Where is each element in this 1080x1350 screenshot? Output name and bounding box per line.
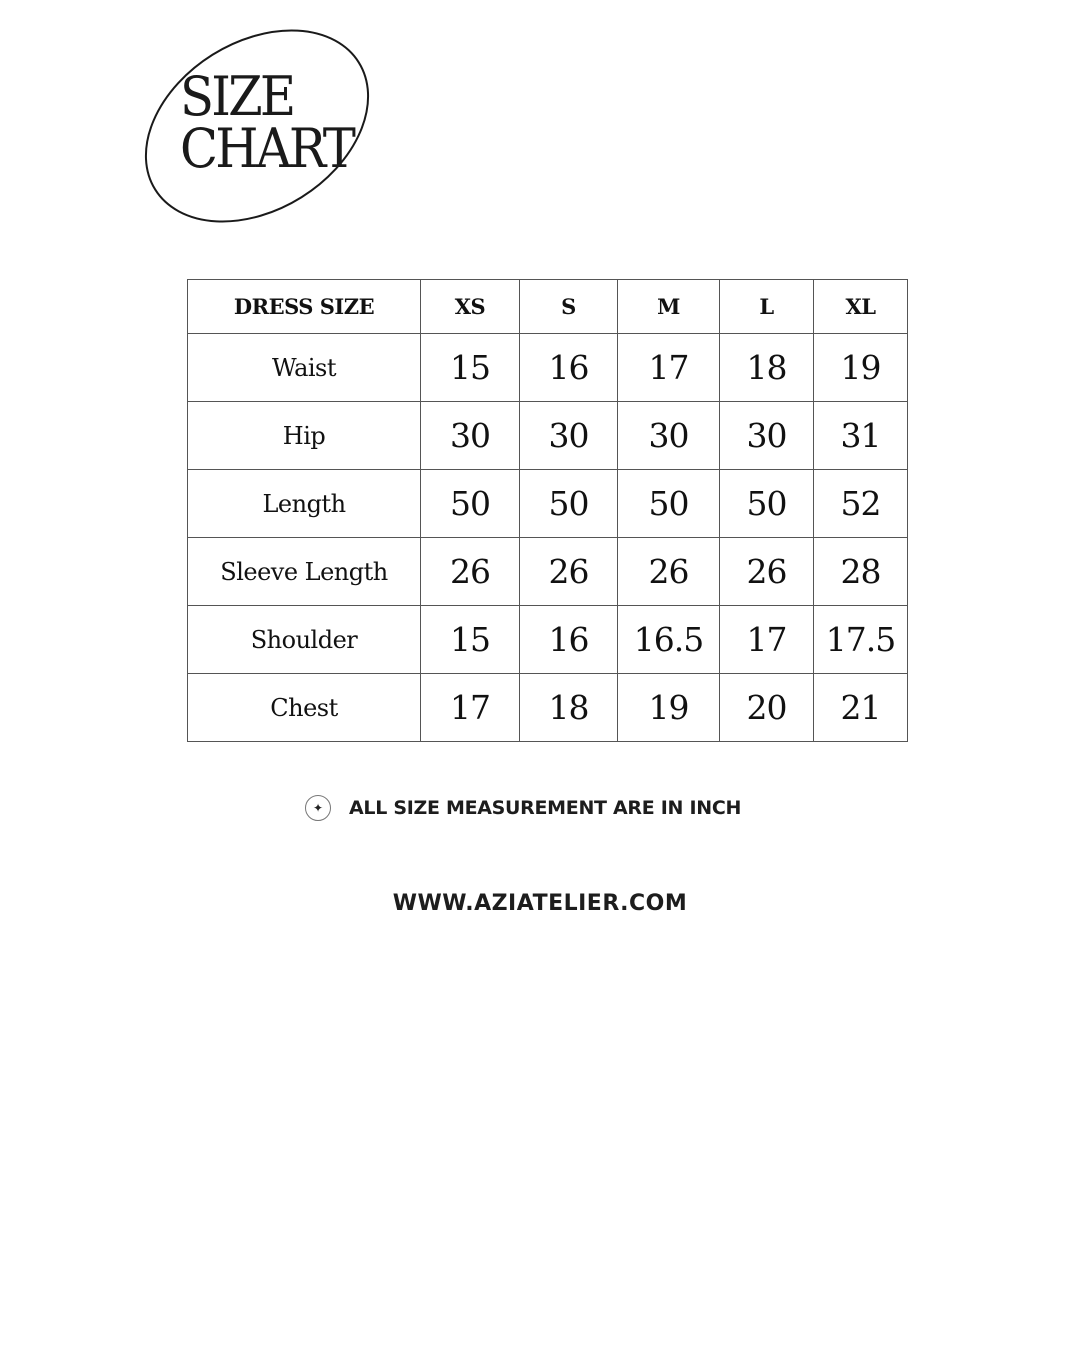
cell-value: 17 [421,674,520,742]
cell-value: 26 [421,538,520,606]
cell-value: 52 [814,470,908,538]
cell-value: 19 [814,334,908,402]
table-row [188,334,908,402]
cell-value: 18 [720,334,814,402]
cell-value: 21 [814,674,908,742]
row-label: Waist [188,334,421,402]
note-text: ALL SIZE MEASUREMENT ARE IN INCH [349,797,742,819]
cell-value: 15 [421,334,520,402]
cell-value: 26 [720,538,814,606]
table-row [188,402,908,470]
cell-value: 30 [520,402,618,470]
header-s: S [520,280,618,334]
cell-value: 19 [618,674,720,742]
cell-value: 31 [814,402,908,470]
cell-value: 26 [618,538,720,606]
measurement-note [305,794,741,822]
logo-title [180,65,354,180]
cell-value: 30 [720,402,814,470]
cell-value: 18 [520,674,618,742]
header-xs: XS [421,280,520,334]
table-row [188,606,908,674]
sparkle-icon: ✦ [305,795,331,821]
website-url: WWW.AZIATELIER.COM [392,891,688,916]
cell-value: 50 [421,470,520,538]
row-label: Hip [188,402,421,470]
logo-line-1: SIZE [180,65,294,128]
table-header-row [188,280,908,334]
cell-value: 30 [421,402,520,470]
cell-value: 50 [618,470,720,538]
table-row [188,470,908,538]
cell-value: 16.5 [618,606,720,674]
cell-value: 26 [520,538,618,606]
cell-value: 15 [421,606,520,674]
logo-line-2: CHART [180,117,354,180]
cell-value: 17 [618,334,720,402]
row-label: Shoulder [188,606,421,674]
cell-value: 28 [814,538,908,606]
size-table [187,279,908,742]
cell-value: 30 [618,402,720,470]
cell-value: 16 [520,606,618,674]
row-label: Sleeve Length [188,538,421,606]
size-chart-logo [140,26,380,230]
cell-value: 50 [520,470,618,538]
cell-value: 20 [720,674,814,742]
row-label: Chest [188,674,421,742]
cell-value: 17 [720,606,814,674]
header-m: M [618,280,720,334]
header-dress-size: DRESS SIZE [188,280,421,334]
header-xl: XL [814,280,908,334]
cell-value: 50 [720,470,814,538]
header-l: L [720,280,814,334]
cell-value: 16 [520,334,618,402]
cell-value: 17.5 [814,606,908,674]
row-label: Length [188,470,421,538]
table-row [188,538,908,606]
table-row [188,674,908,742]
